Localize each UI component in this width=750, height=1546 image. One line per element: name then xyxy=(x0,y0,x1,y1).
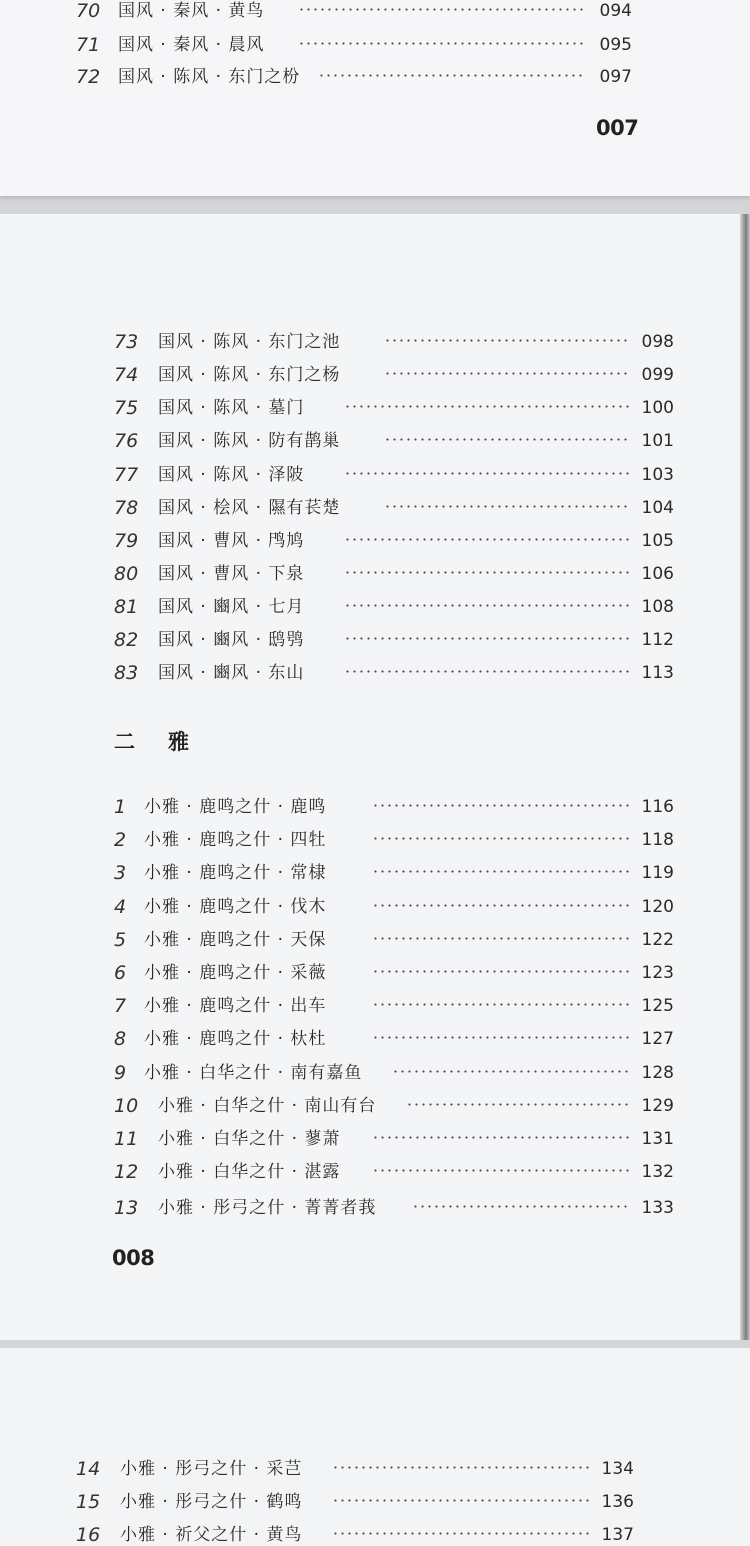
entry-number: 77 xyxy=(114,464,139,486)
entry-page: 108 xyxy=(641,597,674,617)
dot-leader xyxy=(384,372,630,375)
entry-number: 12 xyxy=(114,1161,139,1183)
entry-page: 125 xyxy=(641,996,674,1016)
dot-leader xyxy=(344,405,630,408)
dot-leader xyxy=(372,1003,630,1006)
entry-page: 119 xyxy=(641,863,674,883)
entry-title: 国风 · 秦风 · 晨风 xyxy=(118,35,265,55)
entry-title: 小雅 · 鹿鸣之什 · 出车 xyxy=(144,996,327,1016)
dot-leader xyxy=(384,505,630,508)
entry-page: 097 xyxy=(599,67,632,87)
entry-page: 118 xyxy=(641,830,674,850)
book-spine-edge xyxy=(740,214,750,1340)
entry-page: 129 xyxy=(641,1096,674,1116)
entry-number: 81 xyxy=(114,596,139,618)
entry-number: 14 xyxy=(76,1458,101,1480)
entry-number: 74 xyxy=(114,364,139,386)
entry-title: 国风 · 陈风 · 墓门 xyxy=(158,398,305,418)
dot-leader xyxy=(298,8,586,11)
toc-entry[interactable] xyxy=(114,426,674,456)
entry-title: 小雅 · 鹿鸣之什 · 鹿鸣 xyxy=(144,797,327,817)
toc-entry[interactable] xyxy=(114,360,674,390)
entry-number: 71 xyxy=(76,34,101,56)
toc-entry[interactable] xyxy=(114,625,674,655)
entry-title: 国风 · 陈风 · 防有鹊巢 xyxy=(158,431,341,451)
entry-number: 4 xyxy=(114,896,127,918)
dot-leader xyxy=(344,670,630,673)
entry-number: 7 xyxy=(114,995,127,1017)
entry-number: 1 xyxy=(114,796,127,818)
entry-title: 国风 · 桧风 · 隰有苌楚 xyxy=(158,498,341,518)
toc-entry[interactable] xyxy=(76,1520,634,1546)
entry-title: 小雅 · 鹿鸣之什 · 伐木 xyxy=(144,897,327,917)
entry-page: 122 xyxy=(641,930,674,950)
toc-entry[interactable] xyxy=(114,1058,674,1088)
entry-title: 国风 · 曹风 · 鸤鸠 xyxy=(158,531,305,551)
entry-page: 133 xyxy=(641,1198,674,1218)
toc-page-next xyxy=(0,1348,750,1546)
entry-title: 小雅 · 鹿鸣之什 · 采薇 xyxy=(144,963,327,983)
dot-leader xyxy=(344,637,630,640)
entry-title: 国风 · 陈风 · 泽陂 xyxy=(158,465,305,485)
entry-page: 131 xyxy=(641,1129,674,1149)
entry-page: 103 xyxy=(641,465,674,485)
dot-leader xyxy=(344,604,630,607)
toc-entry[interactable] xyxy=(76,30,632,60)
toc-entry[interactable] xyxy=(76,62,632,92)
toc-entry[interactable] xyxy=(114,825,674,855)
entry-number: 83 xyxy=(114,662,139,684)
entry-number: 73 xyxy=(114,331,139,353)
entry-number: 11 xyxy=(114,1128,139,1150)
dot-leader xyxy=(372,937,630,940)
entry-title: 国风 · 陈风 · 东门之池 xyxy=(158,332,341,352)
entry-title: 小雅 · 白华之什 · 南山有台 xyxy=(158,1096,377,1116)
dot-leader xyxy=(372,1136,630,1139)
toc-entry[interactable] xyxy=(114,991,674,1021)
toc-entry[interactable] xyxy=(114,958,674,988)
dot-leader xyxy=(344,571,630,574)
entry-page: 112 xyxy=(641,630,674,650)
toc-entry[interactable] xyxy=(114,559,674,589)
toc-entry[interactable] xyxy=(114,393,674,423)
entry-page: 101 xyxy=(641,431,674,451)
dot-leader xyxy=(372,970,630,973)
dot-leader xyxy=(332,1499,590,1502)
toc-page-007 xyxy=(0,0,750,196)
entry-number: 75 xyxy=(114,397,139,419)
toc-entry[interactable] xyxy=(114,892,674,922)
entry-number: 6 xyxy=(114,962,127,984)
entry-title: 国风 · 陈风 · 东门之枌 xyxy=(118,67,301,87)
entry-page: 136 xyxy=(601,1492,634,1512)
entry-title: 小雅 · 彤弓之什 · 鹤鸣 xyxy=(120,1492,303,1512)
toc-entry[interactable] xyxy=(114,493,674,523)
dot-leader xyxy=(318,74,586,77)
dot-leader xyxy=(344,538,630,541)
entry-number: 16 xyxy=(76,1524,101,1546)
toc-entry[interactable] xyxy=(114,460,674,490)
entry-title: 国风 · 豳风 · 东山 xyxy=(158,663,305,683)
section-heading: 二 雅 xyxy=(114,729,195,754)
entry-page: 104 xyxy=(641,498,674,518)
toc-entry[interactable] xyxy=(114,327,674,357)
entry-page: 098 xyxy=(641,332,674,352)
dot-leader xyxy=(372,1169,630,1172)
entry-page: 137 xyxy=(601,1525,634,1545)
entry-title: 小雅 · 白华之什 · 蓼萧 xyxy=(158,1129,341,1149)
entry-number: 13 xyxy=(114,1197,139,1219)
entry-page: 095 xyxy=(599,35,632,55)
dot-leader xyxy=(384,339,630,342)
toc-entry[interactable] xyxy=(76,1487,634,1517)
dot-leader xyxy=(406,1103,630,1106)
entry-page: 105 xyxy=(641,531,674,551)
entry-title: 小雅 · 白华之什 · 南有嘉鱼 xyxy=(144,1063,363,1083)
toc-page-008 xyxy=(0,214,750,1340)
entry-page: 134 xyxy=(601,1459,634,1479)
entry-page: 120 xyxy=(641,897,674,917)
entry-number: 10 xyxy=(114,1095,139,1117)
toc-entry[interactable] xyxy=(76,1454,634,1484)
toc-entry[interactable] xyxy=(114,1124,674,1154)
entry-title: 小雅 · 彤弓之什 · 菁菁者莪 xyxy=(158,1198,377,1218)
entry-number: 76 xyxy=(114,430,139,452)
page-number: 008 xyxy=(112,1246,155,1270)
toc-entry[interactable] xyxy=(114,1157,674,1187)
entry-number: 5 xyxy=(114,929,127,951)
entry-number: 70 xyxy=(76,0,101,22)
entry-title: 国风 · 秦风 · 黄鸟 xyxy=(118,1,265,21)
entry-title: 小雅 · 彤弓之什 · 采芑 xyxy=(120,1459,303,1479)
entry-title: 小雅 · 白华之什 · 湛露 xyxy=(158,1162,341,1182)
entry-page: 132 xyxy=(641,1162,674,1182)
entry-title: 小雅 · 鹿鸣之什 · 常棣 xyxy=(144,863,327,883)
toc-entry[interactable] xyxy=(114,858,674,888)
toc-entry[interactable] xyxy=(114,1024,674,1054)
entry-page: 099 xyxy=(641,365,674,385)
dot-leader xyxy=(412,1205,630,1208)
toc-entry[interactable] xyxy=(114,658,674,688)
entry-title: 国风 · 曹风 · 下泉 xyxy=(158,564,305,584)
entry-number: 80 xyxy=(114,563,139,585)
toc-entry[interactable] xyxy=(76,0,632,26)
dot-leader xyxy=(372,1036,630,1039)
dot-leader xyxy=(384,438,630,441)
toc-entry[interactable] xyxy=(114,925,674,955)
entry-number: 78 xyxy=(114,497,139,519)
entry-title: 小雅 · 祈父之什 · 黄鸟 xyxy=(120,1525,303,1545)
entry-number: 15 xyxy=(76,1491,101,1513)
entry-page: 094 xyxy=(599,1,632,21)
entry-title: 小雅 · 鹿鸣之什 · 天保 xyxy=(144,930,327,950)
dot-leader xyxy=(392,1070,630,1073)
dot-leader xyxy=(332,1466,590,1469)
dot-leader xyxy=(332,1532,590,1535)
toc-entry[interactable] xyxy=(114,592,674,622)
page-number: 007 xyxy=(596,116,639,140)
entry-title: 国风 · 豳风 · 七月 xyxy=(158,597,305,617)
entry-title: 小雅 · 鹿鸣之什 · 四牡 xyxy=(144,830,327,850)
toc-entry[interactable] xyxy=(114,792,674,822)
entry-page: 106 xyxy=(641,564,674,584)
entry-number: 79 xyxy=(114,530,139,552)
toc-entry[interactable] xyxy=(114,526,674,556)
dot-leader xyxy=(344,472,630,475)
entry-title: 国风 · 陈风 · 东门之杨 xyxy=(158,365,341,385)
dot-leader xyxy=(298,42,586,45)
entry-page: 127 xyxy=(641,1029,674,1049)
dot-leader xyxy=(372,904,630,907)
dot-leader xyxy=(372,870,630,873)
entry-number: 72 xyxy=(76,66,101,88)
toc-entry[interactable] xyxy=(114,1091,674,1121)
entry-page: 116 xyxy=(641,797,674,817)
dot-leader xyxy=(372,837,630,840)
dot-leader xyxy=(372,804,630,807)
entry-title: 国风 · 豳风 · 鸱鸮 xyxy=(158,630,305,650)
entry-page: 100 xyxy=(641,398,674,418)
entry-number: 8 xyxy=(114,1028,127,1050)
entry-number: 9 xyxy=(114,1062,127,1084)
entry-page: 113 xyxy=(641,663,674,683)
entry-title: 小雅 · 鹿鸣之什 · 杕杜 xyxy=(144,1029,327,1049)
entry-number: 2 xyxy=(114,829,127,851)
toc-entry[interactable] xyxy=(114,1193,674,1223)
entry-page: 123 xyxy=(641,963,674,983)
entry-page: 128 xyxy=(641,1063,674,1083)
entry-number: 82 xyxy=(114,629,139,651)
entry-number: 3 xyxy=(114,862,127,884)
